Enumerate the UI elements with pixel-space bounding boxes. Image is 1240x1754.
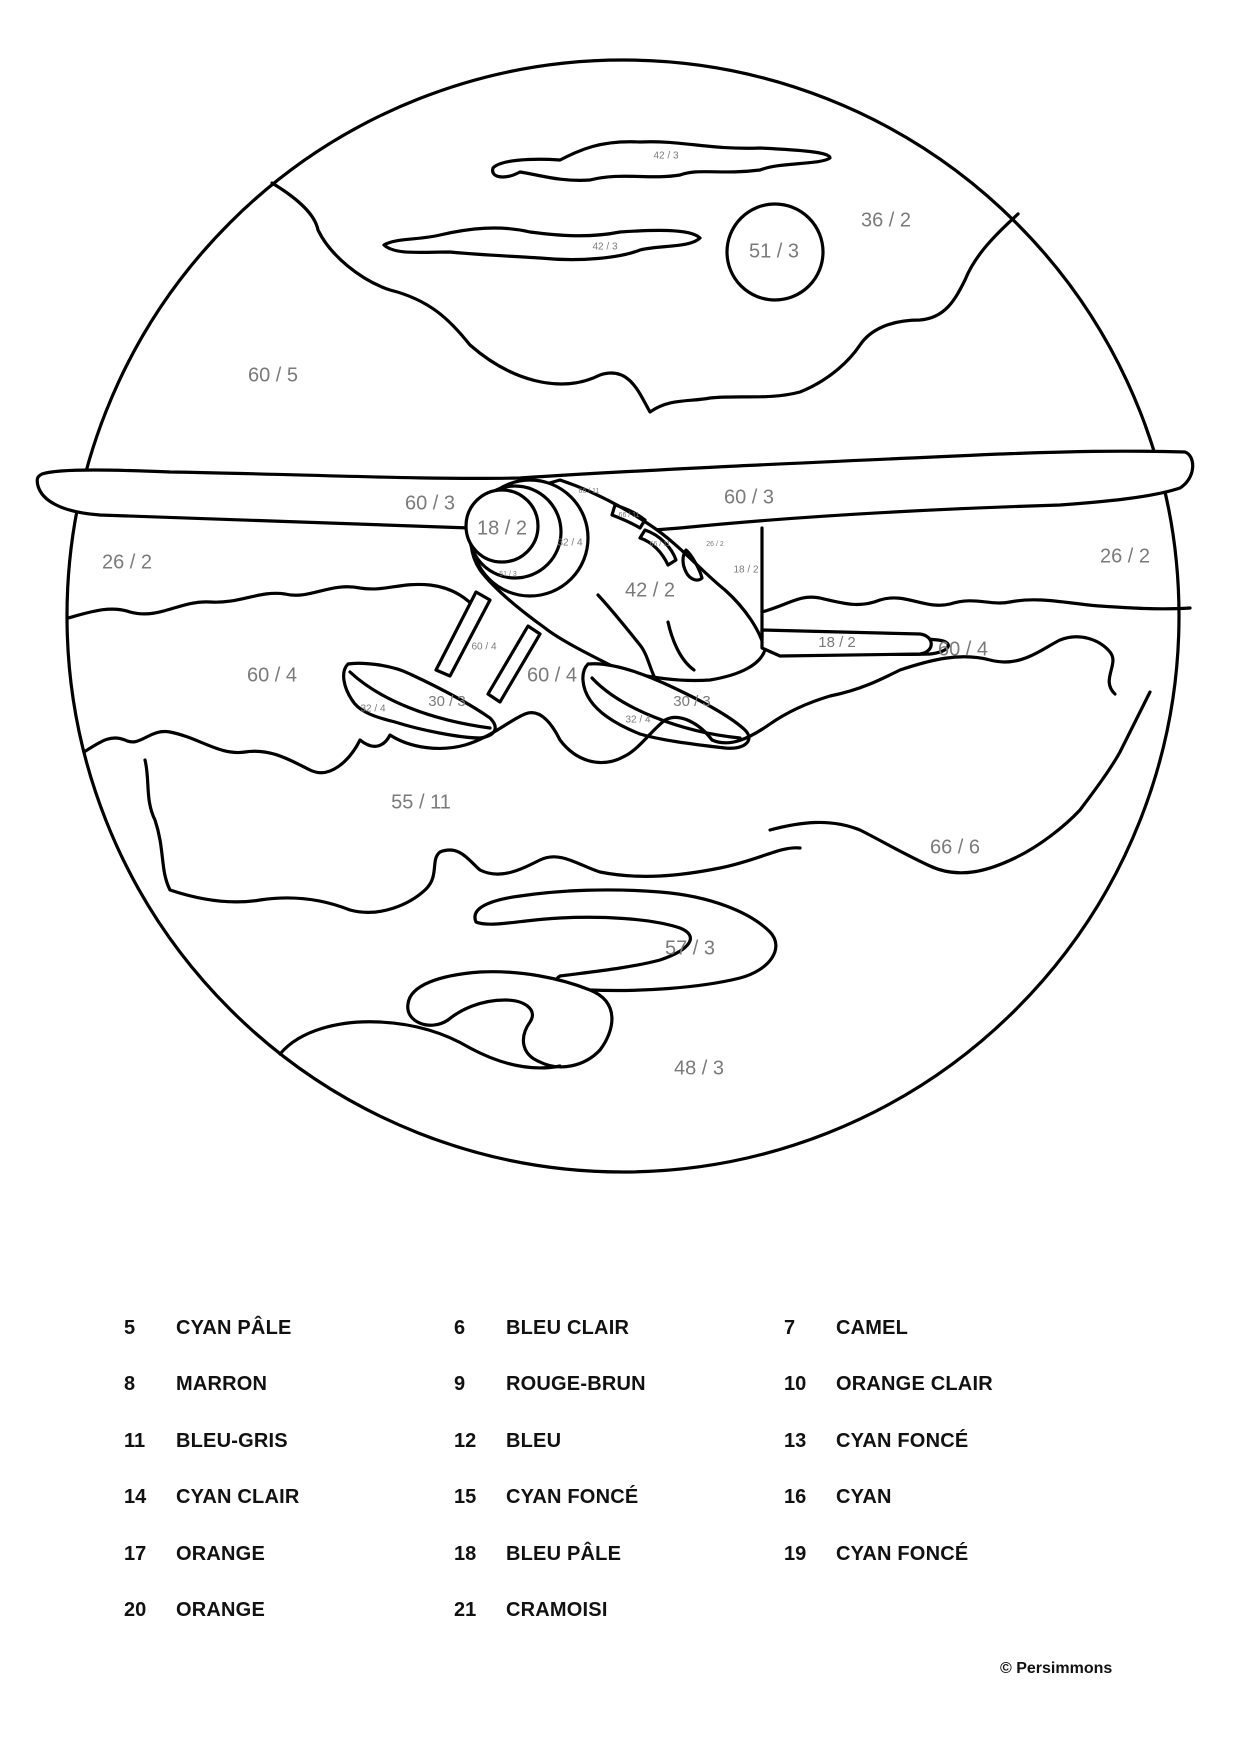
legend-row [124,1583,1124,1640]
legend-item [454,1543,784,1566]
label-wing-right: 60 / 3 [723,486,775,509]
legend-number: 5 [124,1316,136,1339]
legend-item [454,1317,784,1340]
label-wave-right: 66 / 6 [929,836,981,859]
label-cockpit-top: 66 / 11 [578,487,600,495]
label-cloud-top: 42 / 3 [653,150,679,162]
legend-item [784,1430,1114,1453]
legend-item [784,1543,1114,1566]
legend-item [454,1486,784,1509]
legend-item [124,1543,454,1566]
legend-number: 6 [454,1316,466,1339]
legend-number: 8 [124,1373,136,1396]
label-fuselage: 42 / 2 [624,579,676,602]
wave-big-outline [145,760,800,912]
legend-number: 14 [124,1486,147,1509]
label-float-right-a: 32 / 4 [625,714,651,726]
label-cockpit-window-a: 66 / 11 [618,511,640,519]
legend-number: 7 [784,1316,796,1339]
label-float-left-a: 32 / 4 [360,703,386,715]
legend-color-name: MARRON [176,1373,268,1396]
legend-item [124,1373,454,1396]
legend-number: 18 [454,1542,477,1565]
label-sea-left: 60 / 4 [246,664,298,687]
legend-color-name: BLEU PÂLE [506,1542,622,1565]
legend-color-name: BLEU-GRIS [176,1429,288,1452]
label-nose-small: 51 / 3 [499,570,517,578]
label-sky-left: 60 / 5 [247,364,299,387]
legend-color-name: ORANGE [176,1599,265,1622]
label-sea-center: 60 / 4 [526,664,578,687]
legend-row [124,1300,1124,1357]
legend-color-name: CYAN FONCÉ [836,1542,969,1565]
legend-row [124,1526,1124,1583]
legend-item [784,1486,1114,1509]
hills-left-outline [68,584,478,618]
foam-lower [408,972,612,1067]
legend-color-name: CRAMOISI [506,1599,608,1622]
label-sea-bottom: 48 / 3 [673,1057,725,1080]
sea-bottom-boundary [280,1022,560,1068]
legend-number: 15 [454,1486,477,1509]
legend-item [124,1430,454,1453]
copyright-notice: © Persimmons [1000,1660,1113,1677]
label-float-left-b: 30 / 3 [428,692,466,710]
label-sky-right: 36 / 2 [860,209,912,232]
label-hills-right: 26 / 2 [1099,545,1151,568]
cloud-left [384,228,700,260]
legend-item [784,1373,1114,1396]
legend-color-name: CYAN FONCÉ [506,1486,639,1509]
legend-number: 20 [124,1599,147,1622]
color-legend [124,1300,1124,1639]
legend-color-name: CYAN CLAIR [176,1486,300,1509]
legend-number: 13 [784,1429,807,1452]
legend-number: 17 [124,1542,147,1565]
legend-item [124,1599,454,1622]
legend-color-name: CAMEL [836,1316,909,1339]
label-wave-big: 55 / 11 [391,791,451,814]
legend-color-name: BLEU [506,1429,562,1452]
label-nose-ring: 32 / 4 [557,537,583,549]
legend-item [124,1317,454,1340]
legend-number: 16 [784,1486,807,1509]
label-tailplane: 18 / 2 [818,633,856,651]
legend-color-name: ORANGE CLAIR [836,1373,993,1396]
legend-color-name: CYAN PÂLE [176,1316,292,1339]
label-cockpit-window-b: 66 / 11 [649,540,671,548]
legend-item [124,1486,454,1509]
label-nose: 18 / 2 [476,517,528,540]
label-wing-left: 60 / 3 [404,492,456,515]
legend-item [454,1373,784,1396]
legend-item [454,1430,784,1453]
label-float-right-b: 30 / 3 [673,692,711,710]
legend-color-name: CYAN FONCÉ [836,1429,969,1452]
legend-number: 19 [784,1542,807,1565]
label-strut: 60 / 4 [471,641,497,653]
legend-color-name: ROUGE-BRUN [506,1373,646,1396]
legend-color-name: ORANGE [176,1542,265,1565]
label-fuselage-strip: 26 / 2 [706,540,724,548]
legend-item [784,1317,1114,1340]
legend-number: 9 [454,1373,466,1396]
legend-row [124,1470,1124,1527]
label-sea-right: 60 / 4 [937,638,989,661]
legend-item [454,1599,784,1622]
legend-row [124,1357,1124,1414]
legend-number: 10 [784,1373,807,1396]
strut-left [436,592,490,676]
legend-number: 21 [454,1599,477,1622]
label-sun: 51 / 3 [748,240,800,263]
legend-number: 11 [124,1429,146,1452]
label-hills-left: 26 / 2 [101,551,153,574]
legend-color-name: CYAN [836,1486,892,1509]
label-cloud-left: 42 / 3 [592,241,618,253]
hills-right-outline [762,597,1190,612]
legend-row [124,1413,1124,1470]
label-foam: 57 / 3 [664,937,716,960]
legend-number: 12 [454,1429,477,1452]
legend-color-name: BLEU CLAIR [506,1316,630,1339]
label-fuselage-tail: 18 / 2 [733,564,759,576]
